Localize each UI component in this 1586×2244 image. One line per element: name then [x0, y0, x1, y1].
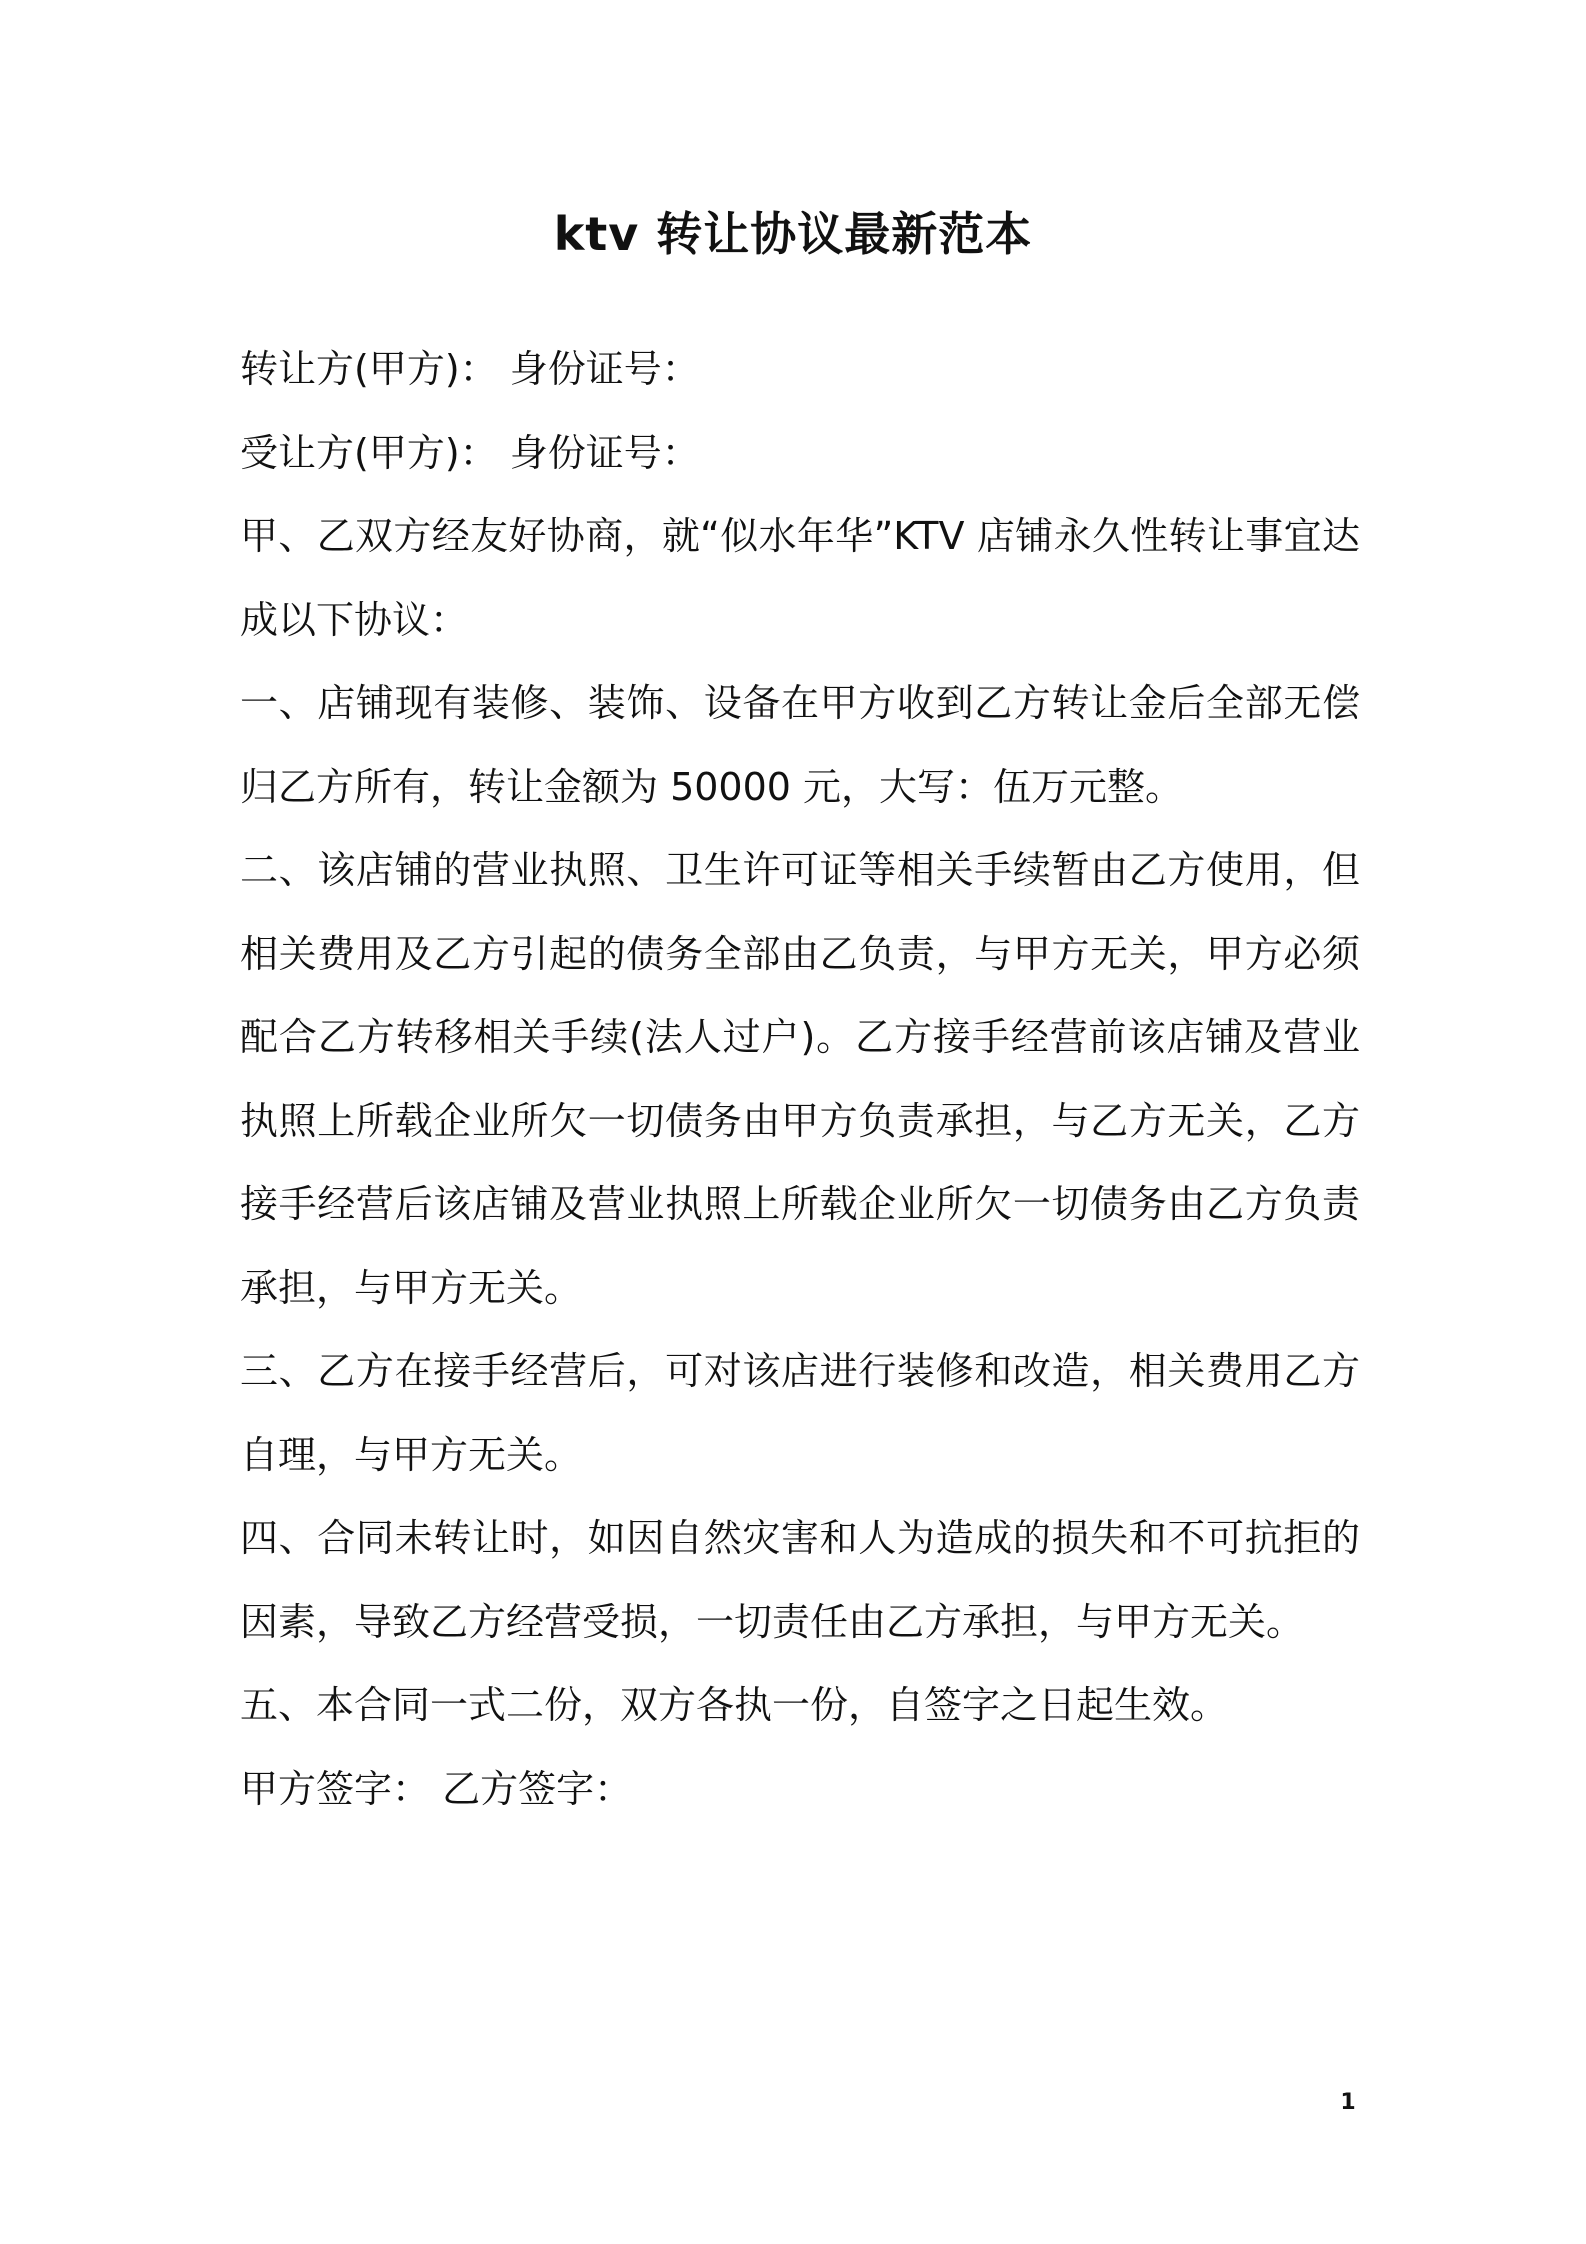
document-title: ktv 转让协议最新范本 [553, 207, 1033, 261]
clause-3: 三、乙方在接手经营后，可对该店进行装修和改造，相关费用乙方自理，与甲方无关。 [240, 1349, 1360, 1477]
clause-4: 四、合同未转让时，如因自然灾害和人为造成的损失和不可抗拒的因素，导致乙方经营受损，一切责任由乙方承担，与甲方无关。 [240, 1516, 1360, 1644]
document-body [240, 328, 1360, 1831]
agreement-intro: 甲、乙双方经友好协商，就“似水年华”KTV 店铺永久性转让事宜达成以下协议： [240, 514, 1360, 642]
clause-5: 五、本合同一式二份，双方各执一份，自签字之日起生效。 [240, 1683, 1229, 1727]
signature-line: 甲方签字： 乙方签字： [240, 1766, 633, 1811]
page-number: 1 [1340, 2090, 1356, 2115]
transferee-line: 受让方(甲方)： 身份证号： [240, 430, 700, 475]
clause-2: 二、该店铺的营业执照、卫生许可证等相关手续暂由乙方使用，但相关费用及乙方引起的债务全部由乙负责，与甲方无关，甲方必须配合乙方转移相关手续(法人过户)。乙方接手经营前该店铺及营业执照上所载企业所欠一切债务由甲方负责承担，与乙方无关，乙方接手经营后该店铺及营业执照上所载企业所欠一切债务由乙方负责承担，与甲方无关。 [240, 848, 1360, 1310]
clause-1: 一、店铺现有装修、装饰、设备在甲方收到乙方转让金后全部无偿归乙方所有，转让金额为 50000 元，大写：伍万元整。 [240, 681, 1360, 809]
transferor-line: 转让方(甲方)： 身份证号： [240, 347, 700, 391]
